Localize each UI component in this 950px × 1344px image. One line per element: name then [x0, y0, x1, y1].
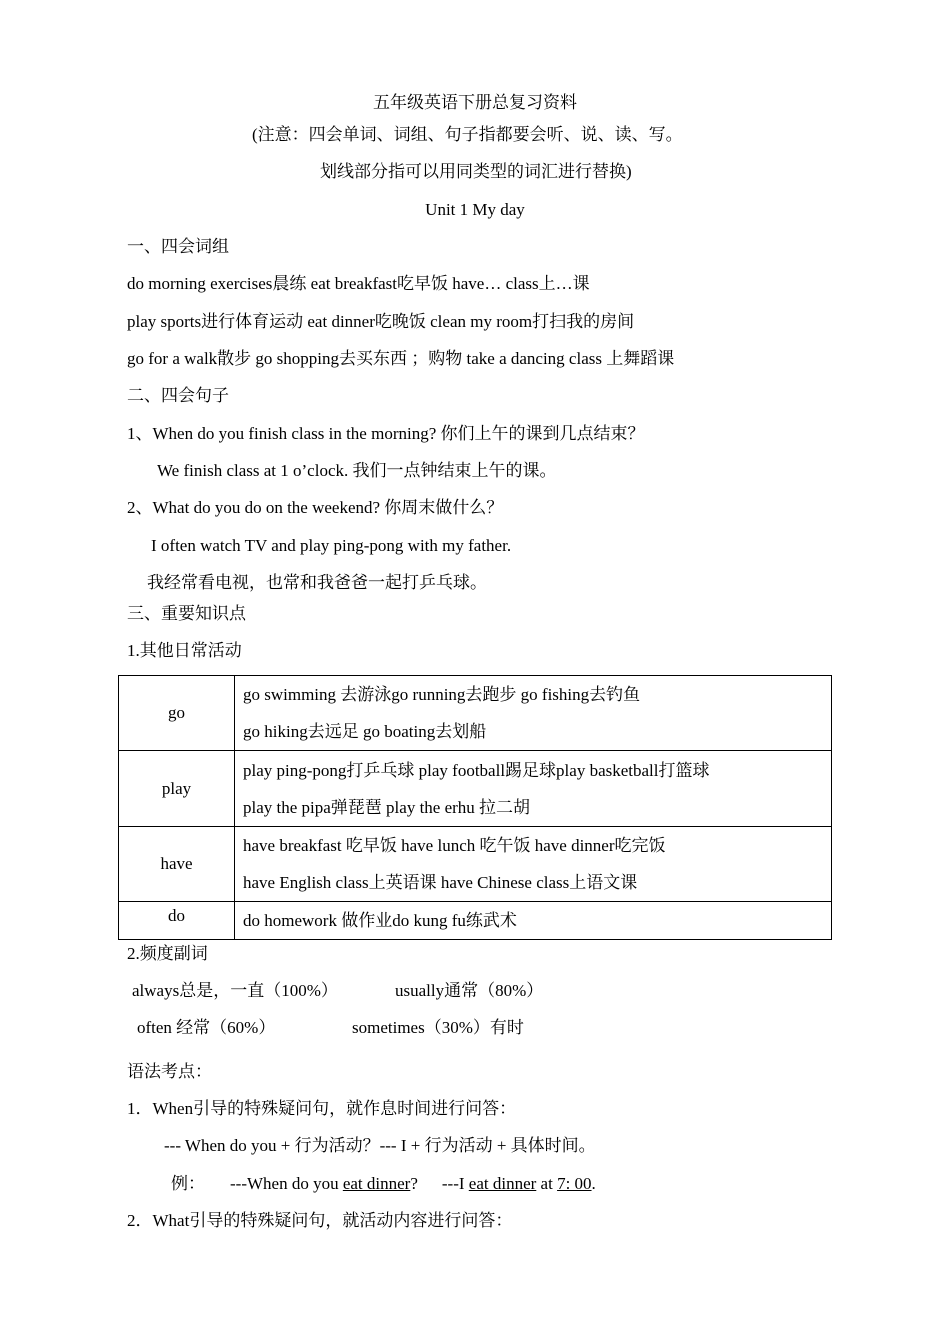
grammar-example: 例： ---When do you eat dinner? ---I eat dinner at 7: 00.: [171, 1174, 596, 1193]
sentence-q2: 2、What do you do on the weekend? 你周末做什么？: [127, 498, 504, 517]
table-value-cell: do homework 做作业do kung fu练武术: [235, 902, 832, 940]
table-row: [119, 902, 832, 940]
table-key-cell: do: [119, 902, 235, 940]
underlined-time: 7: 00: [557, 1174, 592, 1193]
freq-often: often 经常（60%）: [137, 1018, 276, 1037]
doc-note-line1: (注意：四会单词、词组、句子指都要会听、说、读、写。: [252, 125, 683, 144]
table-value-cell: have breakfast 吃早饭 have lunch 吃午饭 have dinner吃完饭 have English class上英语课 have Chinese class上语文课: [235, 827, 832, 902]
phrase-line-1: do morning exercises晨练 eat breakfast吃早饭 have… class上…课: [127, 274, 590, 293]
phrase-line-2: play sports进行体育运动 eat dinner吃晚饭 clean my room打扫我的房间: [127, 312, 635, 331]
table-key-cell: have: [119, 827, 235, 902]
doc-note-line2: 划线部分指可以用同类型的词汇进行替换): [320, 162, 632, 181]
table-key-cell: play: [119, 751, 235, 827]
grammar-point-1: 1．When引导的特殊疑问句，就作息时间进行问答：: [127, 1099, 517, 1118]
table-key-cell: go: [119, 676, 235, 751]
underlined-activity: eat dinner: [342, 1174, 411, 1193]
freq-always: always总是，一直（100%）: [132, 981, 338, 1000]
table-row: [119, 827, 832, 902]
freq-usually: usually通常（80%）: [395, 981, 544, 1000]
subheading-frequency-adverbs: 2.频度副词: [127, 944, 208, 963]
table-row: [119, 751, 832, 827]
freq-sometimes: sometimes（30%）有时: [352, 1018, 524, 1037]
doc-title: 五年级英语下册总复习资料: [373, 93, 577, 112]
section3-heading: 三、重要知识点: [127, 604, 246, 623]
sentence-q1: 1、When do you finish class in the morning? 你们上午的课到几点结束？: [127, 424, 645, 443]
phrase-line-3: go for a walk散步 go shopping去买东西 ；购物 take a dancing class 上舞蹈课: [127, 349, 675, 368]
example-label: 例：: [171, 1174, 205, 1193]
subheading-daily-activities: 1.其他日常活动: [127, 641, 242, 660]
sentence-a2: I often watch TV and play ping-pong with my father.: [151, 536, 512, 555]
grammar-pattern-1: --- When do you + 行为活动？--- I + 行为活动 + 具体时间。: [164, 1136, 596, 1155]
sentence-a2-cn: 我经常看电视，也常和我爸爸一起打乒乓球。: [147, 573, 487, 592]
sentence-a1: We finish class at 1 o’clock. 我们一点钟结束上午的课。: [157, 461, 557, 480]
table-row: [119, 676, 832, 751]
grammar-heading: 语法考点：: [127, 1062, 212, 1081]
unit-title: Unit 1 My day: [425, 200, 525, 219]
table-value-cell: play ping-pong打乒乓球 play football踢足球play basketball打篮球 play the pipa弹琵琶 play the erhu 拉二胡: [235, 751, 832, 827]
grammar-point-2: 2．What引导的特殊疑问句，就活动内容进行问答：: [127, 1211, 513, 1230]
section2-heading: 二、四会句子: [127, 386, 229, 405]
underlined-activity: eat dinner: [468, 1174, 537, 1193]
section1-heading: 一、四会词组: [127, 237, 229, 256]
table-value-cell: go swimming 去游泳go running去跑步 go fishing去钓鱼 go hiking去远足 go boating去划船: [235, 676, 832, 751]
activities-table: [118, 675, 832, 940]
